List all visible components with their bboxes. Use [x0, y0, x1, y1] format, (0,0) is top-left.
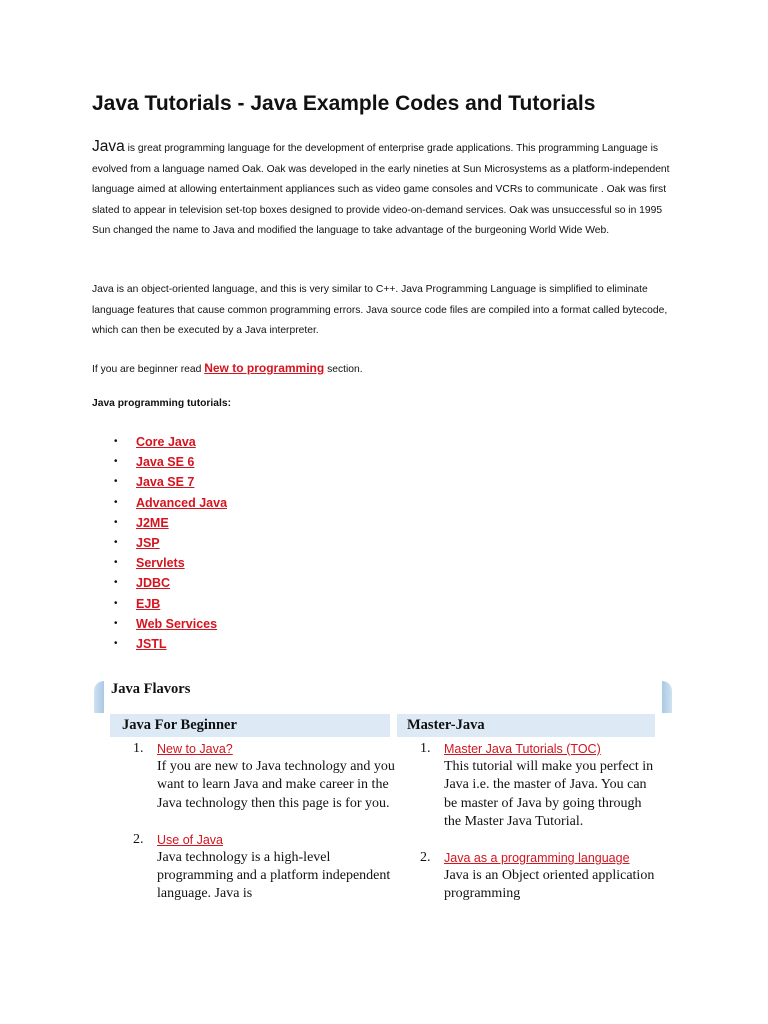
new-to-programming-link[interactable]: New to programming	[204, 361, 325, 375]
left-bracket-decoration	[94, 681, 104, 713]
tutorial-link-jsp[interactable]: JSP	[136, 535, 160, 550]
tutorial-link-jdbc[interactable]: JDBC	[136, 576, 171, 591]
new-to-java-link[interactable]: New to Java?	[157, 742, 233, 756]
item-description: Java is an Object oriented application programming	[444, 868, 655, 902]
item-number: 2.	[420, 850, 431, 866]
list-item	[110, 831, 395, 904]
tutorial-link-core-java[interactable]: Core Java	[136, 435, 196, 449]
beginner-list	[110, 740, 395, 922]
master-list	[397, 740, 662, 922]
item-number: 1.	[420, 741, 431, 756]
bullet-icon: •	[114, 577, 118, 589]
right-bracket-decoration	[662, 681, 672, 713]
bullet-icon: •	[114, 536, 118, 548]
item-description: Java technology is a high-level programming and a platform independent language. Java is	[157, 850, 391, 902]
list-item	[92, 432, 227, 452]
bullet-icon: •	[114, 637, 118, 649]
tutorial-link-servlets[interactable]: Servlets	[136, 556, 185, 571]
bullet-icon: •	[114, 516, 118, 528]
beginner-paragraph	[92, 358, 682, 380]
java-flavors-title: Java Flavors	[111, 681, 191, 697]
master-java-tutorials-link[interactable]: Master Java Tutorials (TOC)	[444, 742, 601, 756]
tutorials-heading: Java programming tutorials:	[92, 398, 232, 409]
item-description: If you are new to Java technology and you want to learn Java and make career in the Java technology then this page is for you.	[157, 759, 395, 811]
tutorial-link-j2me[interactable]: J2ME	[136, 515, 169, 530]
java-flavors-header	[94, 679, 672, 713]
tutorial-link-web-services[interactable]: Web Services	[136, 616, 218, 631]
bullet-icon: •	[114, 456, 118, 468]
tutorial-link-advanced-java[interactable]: Advanced Java	[136, 495, 228, 510]
list-item	[92, 493, 227, 513]
tutorial-link-java-se-7[interactable]: Java SE 7	[136, 475, 195, 490]
bullet-icon: •	[114, 617, 118, 629]
list-item	[92, 573, 227, 593]
beginner-text-after: section.	[324, 364, 363, 375]
tutorials-list	[92, 432, 227, 654]
list-item	[397, 849, 662, 904]
intro-lead-word: Java	[92, 138, 125, 155]
item-description: This tutorial will make you perfect in Java i.e. the master of Java. You can be master of Java by going through the Master Java Tutorial.	[444, 759, 654, 829]
tutorial-link-ejb[interactable]: EJB	[136, 596, 161, 611]
list-item	[397, 740, 662, 831]
bullet-icon: •	[114, 496, 118, 508]
bullet-icon: •	[114, 597, 118, 609]
list-item	[92, 634, 227, 654]
column-heading-beginner: Java For Beginner	[110, 714, 390, 737]
java-programming-language-link[interactable]: Java as a programming language	[444, 851, 630, 866]
list-item	[92, 472, 227, 492]
oop-paragraph: Java is an object-oriented language, and this is very similar to C++. Java Programming Language is simplified to eliminate language features that cause common programming errors. Java source code files are compiled into a format called bytecode, which can then be executed by a Java interpreter.	[92, 284, 668, 336]
intro-paragraph	[92, 137, 682, 242]
bullet-icon: •	[114, 436, 118, 447]
bullet-icon: •	[114, 476, 118, 488]
column-heading-master: Master-Java	[397, 714, 655, 737]
use-of-java-link[interactable]: Use of Java	[157, 832, 224, 847]
item-number: 2.	[133, 831, 144, 847]
beginner-text-before: If you are beginner read	[92, 364, 205, 375]
list-item	[92, 533, 227, 553]
list-item	[92, 614, 227, 634]
list-item	[92, 513, 227, 533]
list-item	[92, 553, 227, 573]
item-number: 1.	[133, 741, 144, 756]
intro-text: is great programming language for the development of enterprise grade applications. This programming Language is evolved from a language named Oak. Oak was developed in the early nineties at Sun Microsystems as a platform-independent language aimed at allowing entertainment appliances such as video game consoles and VCRs to communicate . Oak was first slated to appear in television set-top boxes designed to provide video-on-demand services. Oak was unsuccessful so in 1995 Sun changed the name to Java and modified the language to take advantage of the burgeoning World Wide Web.	[92, 143, 670, 236]
tutorial-link-jstl[interactable]: JSTL	[136, 636, 167, 651]
list-item	[92, 594, 227, 614]
bullet-icon: •	[114, 557, 118, 569]
tutorial-link-java-se-6[interactable]: Java SE 6	[136, 455, 195, 470]
page-title: Java Tutorials - Java Example Codes and Tutorials	[92, 92, 596, 115]
list-item	[92, 452, 227, 472]
list-item	[110, 740, 395, 813]
